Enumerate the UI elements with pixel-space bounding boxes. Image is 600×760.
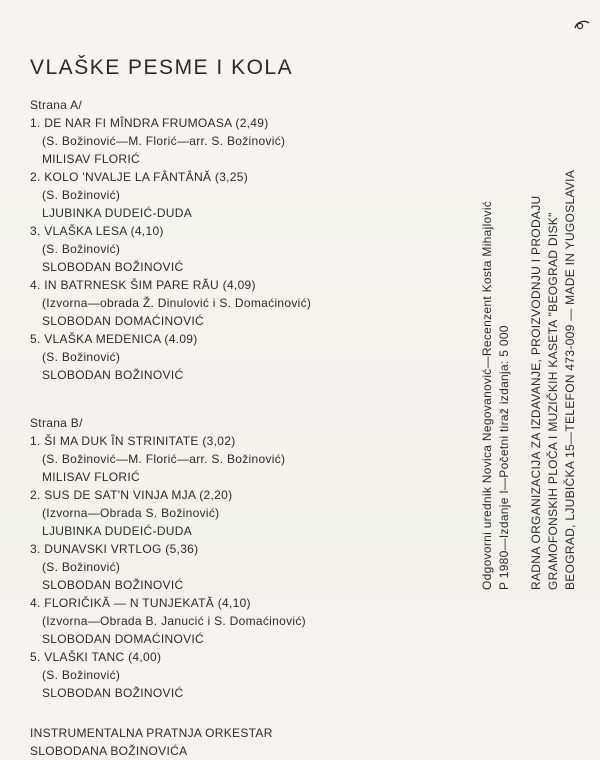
side-b [30, 414, 450, 702]
publisher-line: GRAMOFONSKIH PLOČA I MUZIČKIH KASETA "BEOGRAD DISK" [546, 212, 560, 590]
orchestra-credit-line: INSTRUMENTALNA PRATNJA ORKESTAR [30, 726, 273, 740]
album-title: VLAŠKE PESME I KOLA [30, 56, 294, 79]
track-title: 3. VLAŠKA LESA (4,10) [30, 224, 164, 238]
track-credit: (S. Božinović) [42, 242, 121, 256]
track-title: 4. FLORIČIKĂ — N TUNJEKATĂ (4,10) [30, 596, 251, 610]
editor-credit: Odgovorni urednik Novica Negovanović—Recenzent Kosta Mihajlović [480, 200, 494, 590]
track-credit: (S. Božinović) [42, 668, 121, 682]
track-credit: (S. Božinović) [42, 560, 121, 574]
track-title: 5. VLAŠKI TANC (4,00) [30, 650, 162, 664]
track-title: 5. VLAŠKA MEDENICA (4.09) [30, 332, 198, 346]
track-artist: MILISAV FLORIĆ [42, 152, 140, 166]
track-artist: SLOBODAN BOŽINOVIĆ [42, 578, 184, 592]
track-title: 1. ŠI MA DUK ÎN STRINITATE (3,02) [30, 434, 236, 448]
track-title: 3. DUNAVSKI VRTLOG (5,36) [30, 542, 199, 556]
track-artist: LJUBINKA DUDEIĆ-DUDA [42, 524, 193, 538]
tracklist [30, 96, 450, 760]
track-title: 2. KOLO 'NVALJE LA FÂNTÂNĂ (3,25) [30, 170, 249, 184]
orchestra-credit-line: SLOBODANA BOŽINOVIĆA [30, 744, 188, 758]
track-title: 2. SUS DE SAT'N VINJA MJA (2,20) [30, 488, 233, 502]
track-artist: SLOBODAN BOŽINOVIĆ [42, 368, 184, 382]
track-artist: SLOBODAN DOMAĆINOVIĆ [42, 632, 205, 646]
track-artist: LJUBINKA DUDEIĆ-DUDA [42, 206, 193, 220]
track-credit: (Izvorna—Obrada B. Janucić i S. Domaćinović) [42, 614, 306, 628]
side-a-heading: Strana A/ [30, 98, 83, 112]
track-credit: (S. Božinović—M. Florić—arr. S. Božinović) [42, 134, 286, 148]
track-credit: (S. Božinović—M. Florić—arr. S. Božinović) [42, 452, 286, 466]
publisher-line: RADNA ORGANIZACIJA ZA IZDAVANJE, PROIZVODNJU I PRODAJU [529, 195, 543, 590]
label-logo-icon [573, 19, 591, 31]
side-b-heading: Strana B/ [30, 416, 83, 430]
track-title: 4. IN BATRNESK ŠIM PARE RĂU (4,09) [30, 278, 256, 292]
track-title: 1. DE NAR FI MÎNDRA FRUMOASA (2,49) [30, 116, 269, 130]
track-artist: SLOBODAN BOŽINOVIĆ [42, 260, 184, 274]
publisher-address: BEOGRAD, LJUBIČKA 15—TELEFON 473-009 — MADE IN YUGOSLAVIA [563, 169, 577, 590]
track-artist: SLOBODAN DOMAĆINOVIĆ [42, 314, 205, 328]
track-artist: MILISAV FLORIĆ [42, 470, 140, 484]
track-credit: (S. Božinović) [42, 188, 121, 202]
orchestra-credit [30, 724, 450, 760]
track-artist: SLOBODAN BOŽINOVIĆ [42, 686, 184, 700]
track-credit: (Izvorna—Obrada S. Božinović) [42, 506, 220, 520]
side-a [30, 96, 450, 384]
track-credit: (Izvorna—obrada Ž. Dinulović i S. Domaćinović) [42, 296, 312, 310]
edition-info: P 1980—Izdanje I—Početni tiraž izdanja: 5 000 [497, 325, 511, 590]
track-credit: (S. Božinović) [42, 350, 121, 364]
